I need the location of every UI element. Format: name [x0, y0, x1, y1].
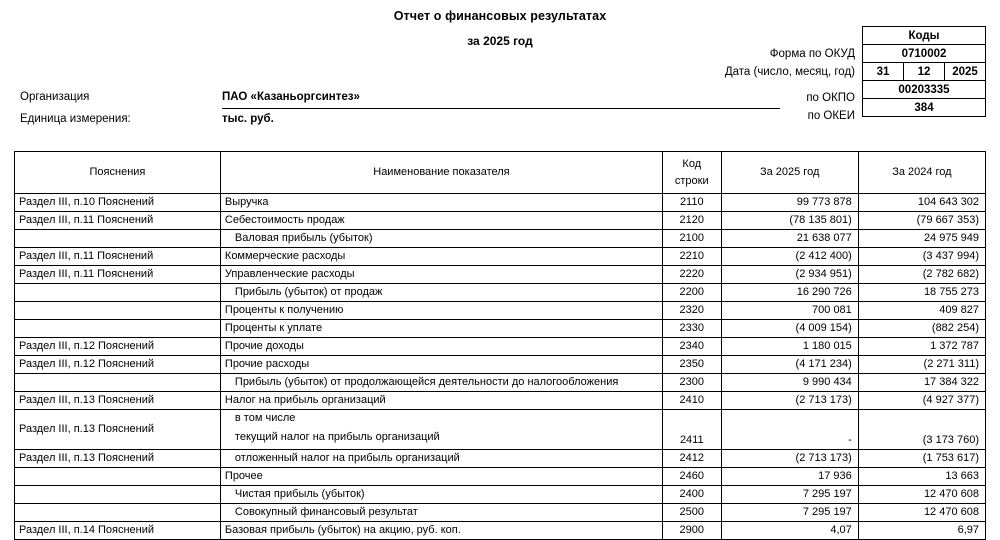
table-row [15, 356, 986, 374]
cell-explanations: Раздел III, п.13 Пояснений [15, 392, 221, 410]
codes-box [862, 26, 986, 117]
organization-label: Организация [20, 91, 90, 103]
cell-year-2025: 16 290 726 [721, 284, 858, 302]
cell-year-2025: 17 936 [721, 468, 858, 486]
codes-row-date [863, 63, 986, 81]
table-row [15, 248, 986, 266]
cell-year-2024: 12 470 608 [858, 504, 985, 522]
table-row [15, 410, 986, 450]
cell-indicator: Проценты к уплате [220, 320, 662, 338]
cell-indicator-line1: в том числе [234, 412, 296, 424]
cell-explanations [15, 468, 221, 486]
cell-year-2025: 4,07 [721, 522, 858, 540]
cell-code: 2120 [663, 212, 722, 230]
cell-indicator: Прочее [220, 468, 662, 486]
header-code-line2: строки [674, 174, 709, 187]
codes-row-okpo [863, 81, 986, 99]
cell-code: 2200 [663, 284, 722, 302]
cell-code: 2300 [663, 374, 722, 392]
cell-indicator: Прибыль (убыток) от продолжающейся деятельности до налогообложения [220, 374, 662, 392]
cell-year-2025: (2 713 173) [721, 392, 858, 410]
cell-indicator: Проценты к получению [220, 302, 662, 320]
codes-row-okei [863, 99, 986, 117]
cell-year-2024: 1 372 787 [858, 338, 985, 356]
header-year-2025: За 2025 год [721, 152, 858, 194]
cell-code: 2330 [663, 320, 722, 338]
cell-explanations [15, 374, 221, 392]
cell-year-2025: (4 009 154) [721, 320, 858, 338]
cell-explanations: Раздел III, п.12 Пояснений [15, 338, 221, 356]
cell-explanations: Раздел III, п.13 Пояснений [15, 410, 221, 450]
cell-explanations: Раздел III, п.13 Пояснений [15, 450, 221, 468]
cell-year-2024: 17 384 322 [858, 374, 985, 392]
codes-value-month: 12 [904, 63, 945, 81]
cell-year-2025: 21 638 077 [721, 230, 858, 248]
cell-explanations [15, 284, 221, 302]
cell-indicator: Базовая прибыль (убыток) на акцию, руб. коп. [220, 522, 662, 540]
codes-table [862, 26, 986, 117]
header-indicator: Наименование показателя [220, 152, 662, 194]
table-row [15, 450, 986, 468]
codes-value-year: 2025 [945, 63, 986, 81]
codes-row-okud [863, 45, 986, 63]
cell-indicator: Прочие доходы [220, 338, 662, 356]
cell-indicator: Выручка [220, 194, 662, 212]
codes-value-day: 31 [863, 63, 904, 81]
table-row [15, 374, 986, 392]
cell-year-2025: 7 295 197 [721, 486, 858, 504]
cell-year-2025: (4 171 234) [721, 356, 858, 374]
cell-code: 2320 [663, 302, 722, 320]
cell-explanations: Раздел III, п.11 Пояснений [15, 248, 221, 266]
table-row [15, 302, 986, 320]
codes-row-header [863, 27, 986, 45]
cell-code: 2100 [663, 230, 722, 248]
cell-year-2025: 700 081 [721, 302, 858, 320]
header-code [663, 152, 722, 194]
cell-code: 2350 [663, 356, 722, 374]
cell-year-2024: (1 753 617) [858, 450, 985, 468]
cell-code: 2411 [663, 410, 722, 450]
cell-year-2024: 24 975 949 [858, 230, 985, 248]
cell-explanations [15, 486, 221, 504]
table-row [15, 230, 986, 248]
cell-indicator: Управленческие расходы [220, 266, 662, 284]
cell-year-2025: (78 135 801) [721, 212, 858, 230]
cell-year-2025: 7 295 197 [721, 504, 858, 522]
cell-explanations: Раздел III, п.11 Пояснений [15, 266, 221, 284]
table-row [15, 194, 986, 212]
cell-indicator: Чистая прибыль (убыток) [220, 486, 662, 504]
cell-year-2025: 1 180 015 [721, 338, 858, 356]
cell-year-2024: (2 782 682) [858, 266, 985, 284]
cell-year-2024: (3 437 994) [858, 248, 985, 266]
table-row [15, 486, 986, 504]
cell-code: 2500 [663, 504, 722, 522]
cell-year-2025: 9 990 434 [721, 374, 858, 392]
cell-explanations [15, 504, 221, 522]
cell-explanations: Раздел III, п.10 Пояснений [15, 194, 221, 212]
organization-rule [222, 108, 780, 109]
table-row [15, 338, 986, 356]
cell-explanations [15, 230, 221, 248]
cell-code: 2900 [663, 522, 722, 540]
table-row [15, 212, 986, 230]
cell-code: 2400 [663, 486, 722, 504]
cell-year-2024: (882 254) [858, 320, 985, 338]
codes-value-okei: 384 [863, 99, 986, 117]
cell-code: 2460 [663, 468, 722, 486]
cell-year-2024: 6,97 [858, 522, 985, 540]
codes-value-okud: 0710002 [863, 45, 986, 63]
cell-indicator-line2: текущий налог на прибыль организаций [234, 431, 440, 443]
cell-explanations [15, 302, 221, 320]
header-code-line1: Код [682, 157, 702, 170]
cell-year-2024: 409 827 [858, 302, 985, 320]
table-row [15, 504, 986, 522]
cell-year-2024: 13 663 [858, 468, 985, 486]
table-body [15, 194, 986, 540]
cell-code: 2220 [663, 266, 722, 284]
cell-year-2025: (2 412 400) [721, 248, 858, 266]
unit-value: тыс. руб. [222, 113, 274, 125]
cell-explanations: Раздел III, п.12 Пояснений [15, 356, 221, 374]
cell-code: 2410 [663, 392, 722, 410]
cell-year-2025: (2 713 173) [721, 450, 858, 468]
page-title: Отчет о финансовых результатах [393, 9, 607, 23]
cell-code: 2340 [663, 338, 722, 356]
cell-indicator: Валовая прибыль (убыток) [220, 230, 662, 248]
header-year-2024: За 2024 год [858, 152, 985, 194]
label-okei: по ОКЕИ [807, 110, 855, 122]
financial-results-table [14, 151, 986, 540]
organization-value: ПАО «Казаньоргсинтез» [222, 91, 360, 103]
cell-year-2024: (79 667 353) [858, 212, 985, 230]
cell-year-2024: 104 643 302 [858, 194, 985, 212]
codes-header-cell: Коды [863, 27, 986, 45]
cell-explanations [15, 320, 221, 338]
cell-year-2024: (4 927 377) [858, 392, 985, 410]
label-okud: Форма по ОКУД [769, 48, 855, 60]
cell-code: 2210 [663, 248, 722, 266]
cell-indicator: Коммерческие расходы [220, 248, 662, 266]
cell-year-2024: 12 470 608 [858, 486, 985, 504]
table-row [15, 522, 986, 540]
cell-explanations: Раздел III, п.11 Пояснений [15, 212, 221, 230]
cell-year-2025: - [721, 410, 858, 450]
cell-explanations: Раздел III, п.14 Пояснений [15, 522, 221, 540]
table-row [15, 392, 986, 410]
cell-indicator [220, 410, 662, 450]
cell-indicator: Себестоимость продаж [220, 212, 662, 230]
table-header-row [15, 152, 986, 194]
table-row [15, 320, 986, 338]
table-row [15, 468, 986, 486]
cell-indicator: отложенный налог на прибыль организаций [220, 450, 662, 468]
cell-indicator: Налог на прибыль организаций [220, 392, 662, 410]
cell-year-2024: (3 173 760) [858, 410, 985, 450]
label-okpo: по ОКПО [806, 92, 855, 104]
table-row [15, 284, 986, 302]
cell-year-2024: (2 271 311) [858, 356, 985, 374]
page-subtitle: за 2025 год [467, 34, 533, 48]
label-date: Дата (число, месяц, год) [724, 66, 855, 78]
header-explanations: Пояснения [15, 152, 221, 194]
cell-year-2025: (2 934 951) [721, 266, 858, 284]
codes-value-okpo: 00203335 [863, 81, 986, 99]
cell-code: 2110 [663, 194, 722, 212]
cell-year-2025: 99 773 878 [721, 194, 858, 212]
cell-year-2024: 18 755 273 [858, 284, 985, 302]
cell-indicator: Прочие расходы [220, 356, 662, 374]
cell-indicator: Совокупный финансовый результат [220, 504, 662, 522]
unit-label: Единица измерения: [20, 113, 131, 125]
cell-code: 2412 [663, 450, 722, 468]
cell-indicator: Прибыль (убыток) от продаж [220, 284, 662, 302]
table-row [15, 266, 986, 284]
